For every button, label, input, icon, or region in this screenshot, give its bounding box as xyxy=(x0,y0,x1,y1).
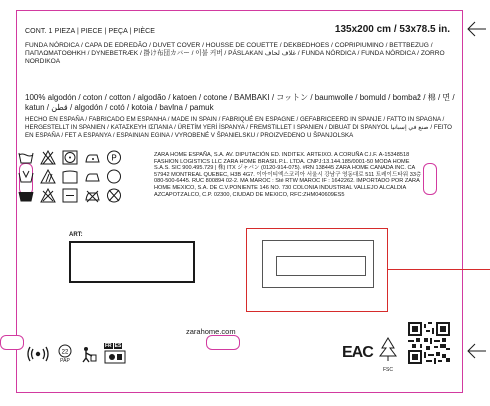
wash-tub-icon xyxy=(18,188,34,203)
no-iron-icon xyxy=(84,188,100,203)
care-row-1 xyxy=(18,150,150,165)
triman-badge xyxy=(104,343,126,364)
care-row-3 xyxy=(18,188,150,203)
pap-number: 22 xyxy=(61,349,69,355)
bottom-center-cutout xyxy=(206,335,240,350)
fr-tag: FR xyxy=(105,343,112,349)
hand-wash-icon xyxy=(18,169,34,184)
triman-icon xyxy=(104,350,126,364)
website-text: zarahome.com xyxy=(186,327,236,336)
arrow-left-bottom-icon xyxy=(466,340,488,362)
no-dryclean-icon xyxy=(106,188,122,203)
company-address: ZARA HOME ESPAÑA, S.A. AV. DIPUTACIÓN ED. INDITEX. ARTEIXO. A CORUÑA C.I.F. A-15348518 FASHION LOGISTICS LLC ZARA HOME BRASIL P.L. LTDA. CNPJ:13.144.185/0001-50 MODA HOME S.A.S. SIC 900.495.729 | 株) ITX ジャパン (0120-914-075). #RN 138445 ZARA HOME CANADA INC. CA 57942 MONTREAL QUEBEC, H3B 4G7. 이아이티엑스코리아 서울시 강남구 영동대로 511 트레이드타워 33층 080-500-6445. RUC 800894 02-2. MA MAROC : Sté RTW MAROC IF : 1642262. IMPORTADO POR ZARA HOME MEXICO, S.A. DE C.V.PONIENTE 146 NO. 730 COLONIA INDUSTRIAL VALLEJO ALCALDIA AZCAPOTZALCO, C.P. 02300, CIUDAD DE MEXICO, RFC:ZHM040609ES5 xyxy=(154,152,422,198)
fsc-tree-icon xyxy=(374,336,402,362)
size-text: 135x200 cm / 53x78.5 in. xyxy=(334,24,450,35)
qr-code-icon xyxy=(408,322,450,364)
composition-text: 100% algodón / coton / cotton / algodão / katoen / cotone / BAMBAKI / コットン / baumwolle / bomuld / bombaž / 棉 / 면 / katun / قطن / algodón / cotó / kotoia / bavlna / pamuk xyxy=(25,93,455,112)
eac-mark: EAC xyxy=(342,344,373,361)
care-symbols xyxy=(18,150,150,207)
bottom-badges xyxy=(26,343,126,364)
iron-icon xyxy=(84,150,100,165)
product-names: FUNDA NÓRDICA / CAPA DE EDREDÃO / DUVET COVER / HOUSSE DE COUETTE / DEKBEDHOES / COPRIPIUMINO / BETTBEZUG / ΠΑΠΛΩΜΑΤΟΘΗΚΗ / DYNEBETRÆK / 掛け布団カバー / 이불 커버 / PÁSLAKAN غلاف لحاف / FUNDA NÓRDICA / FUNDA NÓRDICA / ZORRO NORDIKOA xyxy=(25,42,445,66)
bottom-left-cutout xyxy=(0,335,24,350)
bleach-icon xyxy=(40,169,56,184)
dry-flat-icon xyxy=(62,188,78,203)
nfc-icon xyxy=(26,344,50,364)
art-label: ART: xyxy=(69,232,83,238)
content-header: CONT. 1 PIEZA | PIECE | PEÇA | PIÈCE xyxy=(25,28,156,35)
pointer-line xyxy=(388,269,490,270)
tumble-dry-icon xyxy=(62,150,78,165)
origin-text: HECHO EN ESPAÑA / FABRICADO EM ESPANHA / MADE IN SPAIN / FABRIQUÉ EN ESPAGNE / GEFABRICEERD IN SPANJE / FATTO IN SPAGNA / HERGESTELLT IN SPANIEN / ΚΑΤΑΣΚΕΥΗ ΙΣΠΑΝΙΑ / ÜRETİM YERİ İSPANYA / FREMSTILLET I SPANIEN / DIBUAT DI SPANYOL صنع في إسبانيا / FEITO EN ESPAÑA / FET A ESPANYA / ESPAINIAN EGINA / VYROBENÉ V ŠPANIELSKU / PROIZVEDENO U ŠPANJOLSKA xyxy=(25,116,452,139)
care-row-2 xyxy=(18,169,150,184)
line-dry-icon xyxy=(62,169,78,184)
arrow-left-top-icon xyxy=(466,18,488,40)
art-box xyxy=(69,241,195,283)
fsc-badge xyxy=(374,336,404,373)
no-bleach-2-icon xyxy=(40,188,56,203)
pap-badge xyxy=(56,344,74,364)
svg-text:P: P xyxy=(111,153,117,163)
no-bleach-icon xyxy=(40,150,56,165)
fsc-text: FSC xyxy=(383,367,393,373)
wash-40-icon xyxy=(18,150,34,165)
es-tag: ES xyxy=(114,343,122,349)
dryclean-icon xyxy=(106,169,122,184)
pap-text: PAP xyxy=(60,357,70,364)
barcode-inner-frame xyxy=(276,256,366,276)
steam-icon xyxy=(84,169,100,184)
tidyman-icon xyxy=(80,345,98,363)
dryclean-p-icon xyxy=(106,150,122,165)
right-cutout xyxy=(423,163,437,195)
pap-recycle-icon xyxy=(56,344,74,358)
